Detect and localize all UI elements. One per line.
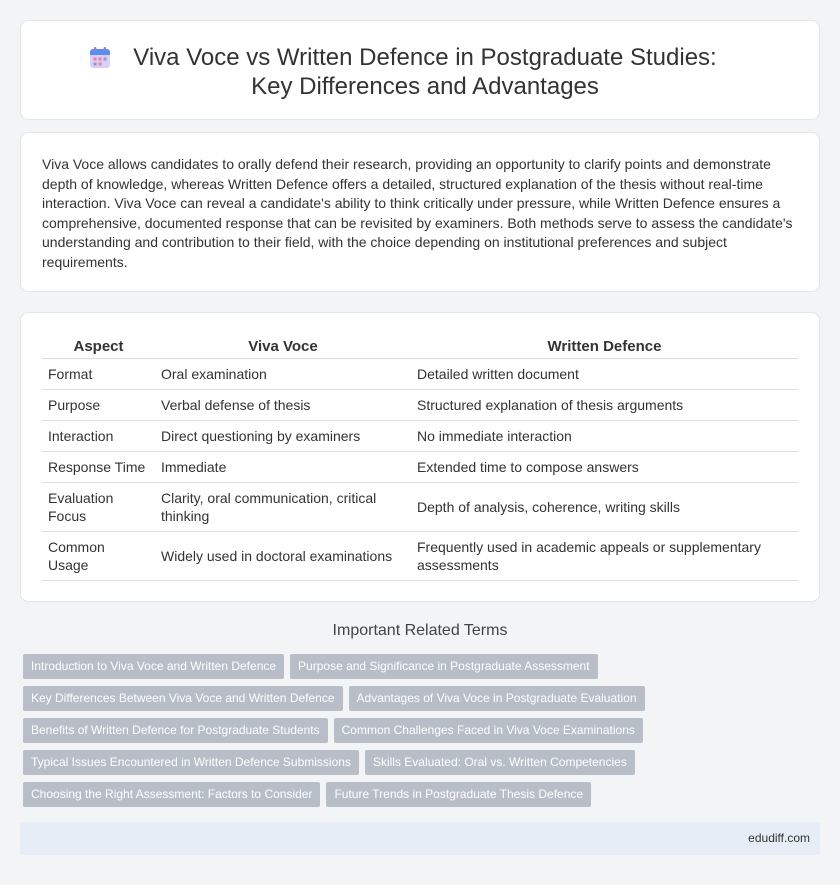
header-written-defence: Written Defence [411, 333, 798, 358]
related-terms-title: Important Related Terms [332, 622, 508, 639]
cell-written-defence: Depth of analysis, coherence, writing skills [411, 482, 798, 531]
related-term-tag[interactable]: Advantages of Viva Voce in Postgraduate Evaluation [349, 686, 645, 711]
related-term-tag[interactable]: Purpose and Significance in Postgraduate Assessment [290, 654, 598, 679]
cell-written-defence: No immediate interaction [411, 420, 798, 451]
related-term-tag[interactable]: Common Challenges Faced in Viva Voce Examinations [334, 718, 643, 743]
table-header-row [42, 333, 798, 358]
table-row [42, 389, 798, 420]
cell-aspect: Response Time [42, 451, 155, 482]
table-row [42, 451, 798, 482]
cell-written-defence: Frequently used in academic appeals or supplementary assessments [411, 531, 798, 580]
cell-written-defence: Detailed written document [411, 358, 798, 389]
cell-viva-voce: Direct questioning by examiners [155, 420, 411, 451]
intro-paragraph: Viva Voce allows candidates to orally defend their research, providing an opportunity to clarify points and demonstrate depth of knowledge, whereas Written Defence offers a detailed, structured explanation of the thesis without real-time interaction. Viva Voce can reveal a candidate's ability to think critically under pressure, while Written Defence ensures a comprehensive, documented response that can be revisited by examiners. Both methods serve to assess the candidate's understanding and contribution to their field, with the choice depending on institutional preferences and subject requirements. [42, 156, 793, 270]
cell-aspect: Evaluation Focus [42, 482, 155, 531]
cell-aspect: Format [42, 358, 155, 389]
footer [20, 822, 820, 855]
cell-written-defence: Structured explanation of thesis arguments [411, 389, 798, 420]
cell-viva-voce: Widely used in doctoral examinations [155, 531, 411, 580]
cell-aspect: Common Usage [42, 531, 155, 580]
table-row [42, 531, 798, 580]
cell-aspect: Interaction [42, 420, 155, 451]
header-aspect: Aspect [42, 333, 155, 358]
footer-site-link[interactable]: edudiff.com [748, 831, 810, 845]
related-term-tag[interactable]: Future Trends in Postgraduate Thesis Defence [326, 782, 591, 807]
cell-viva-voce: Verbal defense of thesis [155, 389, 411, 420]
title-card [20, 20, 820, 120]
related-term-tag[interactable]: Skills Evaluated: Oral vs. Written Competencies [365, 750, 635, 775]
table-row [42, 358, 798, 389]
header-viva-voce: Viva Voce [155, 333, 411, 358]
table-row [42, 482, 798, 531]
cell-viva-voce: Immediate [155, 451, 411, 482]
comparison-table-card [20, 312, 820, 602]
related-term-tag[interactable]: Choosing the Right Assessment: Factors to Consider [23, 782, 320, 807]
cell-viva-voce: Clarity, oral communication, critical thinking [155, 482, 411, 531]
related-term-tag[interactable]: Benefits of Written Defence for Postgraduate Students [23, 718, 328, 743]
page-title: Viva Voce vs Written Defence in Postgraduate Studies: Key Differences and Advantages [133, 44, 717, 100]
related-term-tag[interactable]: Introduction to Viva Voce and Written Defence [23, 654, 284, 679]
related-term-tag[interactable]: Typical Issues Encountered in Written Defence Submissions [23, 750, 359, 775]
intro-card [20, 132, 820, 292]
related-term-tag[interactable]: Key Differences Between Viva Voce and Written Defence [23, 686, 343, 711]
table-row [42, 420, 798, 451]
comparison-table [42, 333, 798, 581]
cell-viva-voce: Oral examination [155, 358, 411, 389]
cell-written-defence: Extended time to compose answers [411, 451, 798, 482]
cell-aspect: Purpose [42, 389, 155, 420]
related-terms-list [23, 654, 813, 814]
